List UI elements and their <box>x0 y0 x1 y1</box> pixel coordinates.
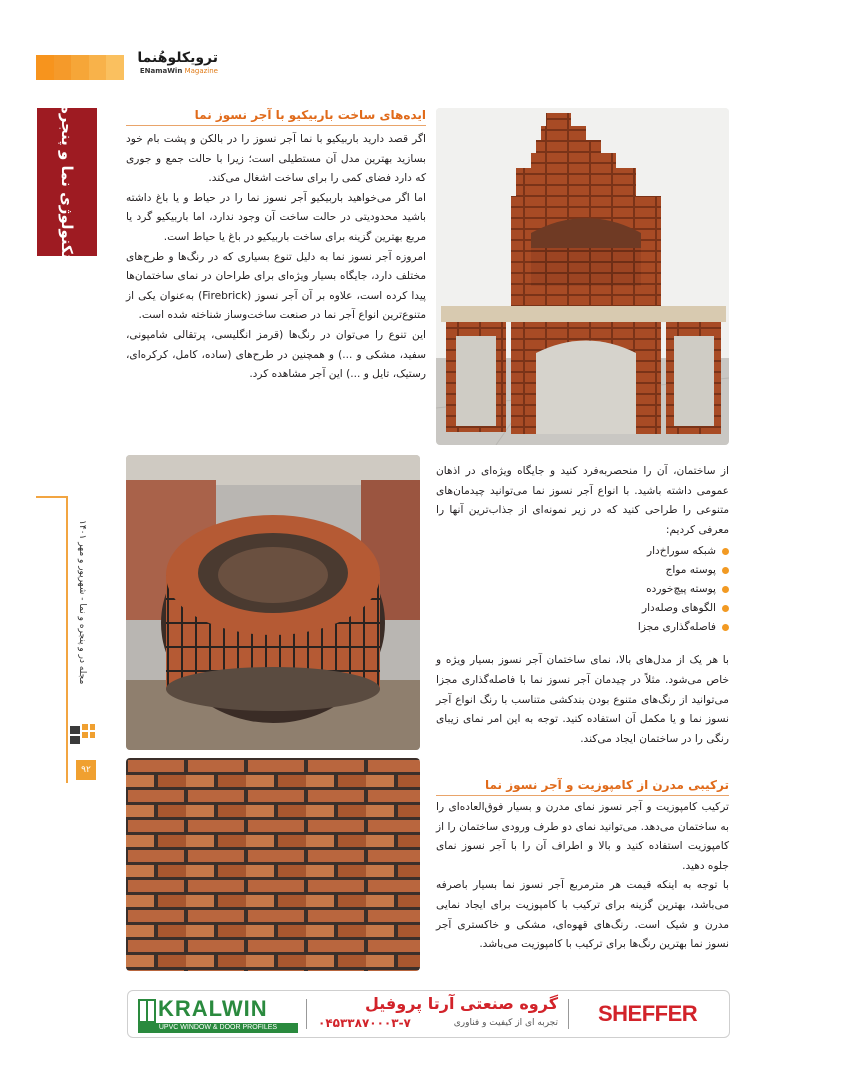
bullet-icon <box>722 548 729 555</box>
section-patterns-body: با هر یک از مدل‌های بالا، نمای ساختمان آجر نسوز بسیار ویژه و خاص می‌شود. مثلاً در چیدمان آجر نسوز نما با فاصله‌گذاری مجزا می‌توانید از رنگ‌های متنوع بودن بندکشی متناسب با رنگ انواع آجر نسوز نما و یا مکمل آن استفاده کنید. توجه به این امر نمای زیبای رنگی را در ساختمان ایجاد می‌کند. <box>436 654 729 745</box>
paragraph: امروزه آجر نسوز نما به دلیل تنوع بسیاری که در رنگ‌ها و طرح‌های مختلف دارد، جایگاه بسیار ویژه‌ای برای طراحان در نمای ساختمان‌ها پیدا کرده است، علاوه بر آن آجر نسوز (Firebrick) به‌عنوان یکی از متنوع‌ترین انواع آجر نما در صنعت ساخت‌وساز شناخته شده است. <box>126 250 427 322</box>
paragraph: با توجه به اینکه قیمت هر مترمربع آجر نسوز نما بسیار باصرفه می‌باشد، بهترین گزینه برای ترکیب با کامپوزیت برای ایجاد نمایی مدرن و شیک است. رنگ‌های قهوه‌ای، مشکی و خاکستری آجر نسوز نما بهترین رنگ‌ها برای ترکیب با کامپوزیت می‌باشد. <box>436 879 729 951</box>
brick-wall-photo <box>126 758 420 971</box>
magazine-issue-text: مجله در و پنجره و نما - شهریور و مهر ۱۴۰۱ <box>77 520 87 685</box>
window-icon <box>68 722 96 748</box>
kralwin-tagline: UPVC WINDOW & DOOR PROFILES <box>138 1023 298 1033</box>
group-tagline: تجربه ای از کیفیت و فناوری <box>453 1018 558 1028</box>
group-title: گروه صنعتی آرتا پروفیل <box>364 994 558 1013</box>
list-item: فاصله‌گذاری مجزا <box>436 618 729 637</box>
section-bbq-body <box>126 130 426 385</box>
advertisement-banner[interactable] <box>127 990 730 1038</box>
section-patterns <box>436 462 729 749</box>
list-item: پوسته پیچ‌خورده <box>436 580 729 599</box>
kralwin-logo <box>138 997 298 1033</box>
category-tab <box>37 104 97 260</box>
list-item: شبکه سوراخ‌دار <box>436 542 729 561</box>
section-composite <box>436 778 729 955</box>
section-bbq-heading: ایده‌های ساخت باربیکیو با آجر نسوز نما <box>126 108 426 126</box>
bullet-icon <box>722 567 729 574</box>
magazine-issue-meta <box>72 520 92 720</box>
paragraph: این تنوع را می‌توان در رنگ‌ها (قرمز انگلیسی، پرتقالی شامپونی، سفید، مشکی و ...) و همچنین در طرح‌های (ساده، کامل، کرکره‌ای، رستیک، تایل و ...) این آجر مشاهده کرد. <box>126 328 426 381</box>
side-divider-top <box>36 496 68 498</box>
kralwin-brand: KRALWIN <box>158 996 268 1021</box>
ad-divider <box>568 999 569 1029</box>
page-number: ۹۲ <box>76 760 96 780</box>
bbq-photo <box>436 108 729 445</box>
arta-group <box>318 993 558 1031</box>
section-bbq <box>126 108 426 385</box>
paragraph: اما اگر می‌خواهید باربیکیو آجر نسوز نما را در حیاط و یا باغ داشته باشید محدودیتی در حالت ساخت آن وجود ندارد، اما باربیکیو گرد یا مربع بهترین گزینه برای ساخت باربیکیو در باغ یا حیاط است. <box>126 191 426 243</box>
section-patterns-intro: از ساختمان، آن را منحصربه‌فرد کنید و جایگاه ویژه‌ای در اذهان عمومی داشته باشید. با انواع آجر نسوز نما می‌توانید چیدمان‌های متنوعی را طراحی کنید که در زیر نمونه‌ای از جذاب‌ترین آنها را معرفی کردیم: <box>436 465 729 536</box>
category-label: تکنولوژی نما و پنجره <box>58 104 76 260</box>
section-composite-body <box>436 798 729 955</box>
bullet-icon <box>722 605 729 612</box>
list-item: الگوهای وصله‌دار <box>436 599 729 618</box>
logo-fa: ترویکلوهُنما <box>137 50 218 66</box>
ad-divider <box>306 999 307 1029</box>
section-composite-heading: ترکیبی مدرن از کامپوزیت و آجر نسوز نما <box>436 778 729 796</box>
paragraph: اگر قصد دارید باربیکیو با نما آجر نسوز را در بالکن و پشت بام خود بسازید بهترین مدل آن مستطیلی است؛ زیرا با حالت جمع و جوری که دارد فضای کمی را برای ساخت اشغال می‌کند. <box>126 133 426 185</box>
window-frame-icon <box>138 999 156 1023</box>
logo-en-prefix: ENamaWin <box>139 67 183 75</box>
magazine-logo <box>128 50 218 82</box>
group-phone[interactable]: ۰۴۵۳۳۸۷۰۰۰۳-۷ <box>318 1016 411 1030</box>
list-item: پوسته مواج <box>436 561 729 580</box>
round-pit-photo <box>126 455 420 750</box>
bullet-icon <box>722 586 729 593</box>
header-color-strip <box>36 55 124 80</box>
bullet-icon <box>722 624 729 631</box>
pattern-list <box>436 542 729 637</box>
sheffer-logo: SHEFFER <box>598 1001 698 1026</box>
paragraph: ترکیب کامپوزیت و آجر نسوز نمای مدرن و بسیار فوق‌العاده‌ای را به ساختمان می‌دهد. می‌توانید نمای دو طرف ورودی ساختمان را از کامپوزیت استفاده کنید و بالا و اطراف آن را با آجر نسوز نمای جلوه دهید. <box>436 801 729 872</box>
logo-en-suffix: Magazine <box>184 67 218 75</box>
